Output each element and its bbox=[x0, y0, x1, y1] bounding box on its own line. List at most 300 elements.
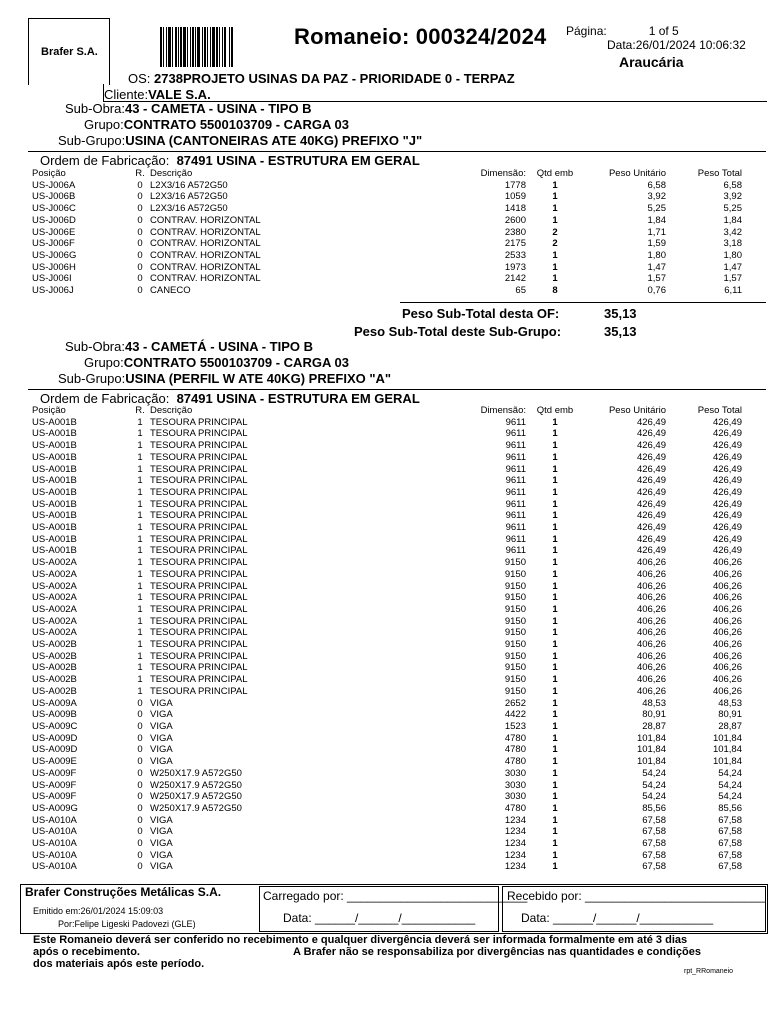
cell-peso-unit: 67,58 bbox=[642, 814, 666, 826]
table-row bbox=[32, 791, 742, 803]
cell-peso-unit: 406,26 bbox=[636, 674, 666, 686]
table-row bbox=[32, 639, 742, 651]
cell-descricao: CONTRAV. HORIZONTAL bbox=[150, 214, 261, 226]
cell-descricao: CONTRAV. HORIZONTAL bbox=[150, 273, 261, 285]
table-row bbox=[32, 534, 742, 546]
cell-r: 0 bbox=[137, 849, 143, 861]
cell-peso-total: 101,84 bbox=[712, 732, 742, 744]
cell-peso-total: 426,49 bbox=[712, 498, 742, 510]
footer-company: Brafer Construções Metálicas S.A. bbox=[25, 885, 222, 899]
table-row bbox=[32, 440, 742, 452]
cell-peso-total: 1,80 bbox=[723, 249, 742, 261]
cell-descricao: L2X3/16 A572G50 bbox=[150, 191, 228, 203]
cell-qtd: 1 bbox=[552, 203, 558, 215]
cell-qtd: 1 bbox=[552, 662, 558, 674]
cell-peso-total: 85,56 bbox=[718, 802, 742, 814]
cell-qtd: 1 bbox=[552, 428, 558, 440]
cell-qtd: 1 bbox=[552, 486, 558, 498]
cell-posicao: US-A002A bbox=[32, 603, 77, 615]
cell-r: 0 bbox=[137, 732, 143, 744]
cell-peso-total: 426,49 bbox=[712, 486, 742, 498]
cell-peso-total: 3,18 bbox=[723, 238, 742, 250]
cell-peso-unit: 85,56 bbox=[642, 802, 666, 814]
cell-r: 1 bbox=[137, 486, 143, 498]
cell-posicao: US-A001B bbox=[32, 428, 77, 440]
cell-descricao: TESOURA PRINCIPAL bbox=[150, 592, 248, 604]
cell-peso-unit: 426,49 bbox=[636, 510, 666, 522]
cell-posicao: US-J006F bbox=[32, 238, 75, 250]
cell-peso-unit: 406,26 bbox=[636, 557, 666, 569]
cell-posicao: US-J006A bbox=[32, 179, 76, 191]
disclaimer-text: dos materiais após este período. bbox=[33, 958, 205, 970]
table-row bbox=[32, 417, 742, 429]
cell-r: 0 bbox=[137, 226, 143, 238]
table-row bbox=[32, 815, 742, 827]
cell-posicao: US-A009D bbox=[32, 744, 78, 756]
cell-dimensao: 4780 bbox=[504, 756, 526, 768]
cell-descricao: CONTRAV. HORIZONTAL bbox=[150, 226, 261, 238]
cell-qtd: 1 bbox=[552, 463, 558, 475]
table-row bbox=[32, 698, 742, 710]
cell-descricao: TESOURA PRINCIPAL bbox=[150, 557, 248, 569]
cell-peso-unit: 406,26 bbox=[636, 592, 666, 604]
cell-descricao: TESOURA PRINCIPAL bbox=[150, 650, 248, 662]
cell-descricao: TESOURA PRINCIPAL bbox=[150, 486, 248, 498]
cell-posicao: US-J006H bbox=[32, 261, 76, 273]
cell-dimensao: 3030 bbox=[504, 767, 526, 779]
cell-peso-unit: 6,58 bbox=[647, 179, 666, 191]
cell-descricao: VIGA bbox=[150, 861, 173, 873]
cell-descricao: L2X3/16 A572G50 bbox=[150, 203, 228, 215]
subtotal-of-value: 35,13 bbox=[604, 306, 637, 321]
cell-peso-unit: 406,26 bbox=[636, 603, 666, 615]
cell-dimensao: 9150 bbox=[504, 580, 526, 592]
cell-peso-total: 406,26 bbox=[712, 592, 742, 604]
cell-r: 1 bbox=[137, 522, 143, 534]
cell-dimensao: 9150 bbox=[504, 592, 526, 604]
cell-descricao: TESOURA PRINCIPAL bbox=[150, 674, 248, 686]
company-name: Brafer S.A. bbox=[41, 46, 98, 58]
cell-peso-total: 28,87 bbox=[718, 720, 742, 732]
table-row bbox=[32, 592, 742, 604]
divider bbox=[400, 302, 766, 303]
cell-posicao: US-J006J bbox=[32, 285, 74, 297]
cell-r: 0 bbox=[137, 814, 143, 826]
table-row bbox=[32, 709, 742, 721]
cell-peso-total: 426,49 bbox=[712, 510, 742, 522]
client-line: Cliente:VALE S.A. bbox=[104, 87, 211, 102]
cell-dimensao: 9611 bbox=[505, 428, 526, 440]
items-table-1 bbox=[32, 168, 742, 297]
cell-r: 1 bbox=[137, 416, 143, 428]
cell-posicao: US-A001B bbox=[32, 510, 77, 522]
cell-qtd: 1 bbox=[552, 261, 558, 273]
cell-qtd: 1 bbox=[552, 709, 558, 721]
cell-peso-total: 80,91 bbox=[718, 709, 742, 721]
cell-dimensao: 9611 bbox=[505, 510, 526, 522]
cell-dimensao: 1234 bbox=[504, 826, 526, 838]
table-row bbox=[32, 756, 742, 768]
cell-r: 0 bbox=[137, 861, 143, 873]
sub-obra-2: Sub-Obra:43 - CAMETÁ - USINA - TIPO B bbox=[65, 339, 314, 354]
table-row bbox=[32, 581, 742, 593]
cell-descricao: L2X3/16 A572G50 bbox=[150, 179, 228, 191]
cell-peso-total: 406,26 bbox=[712, 674, 742, 686]
cell-qtd: 1 bbox=[552, 744, 558, 756]
cell-peso-total: 6,58 bbox=[723, 179, 742, 191]
cell-peso-unit: 426,49 bbox=[636, 533, 666, 545]
cell-posicao: US-A009C bbox=[32, 720, 78, 732]
cell-qtd: 1 bbox=[552, 838, 558, 850]
cell-qtd: 1 bbox=[552, 826, 558, 838]
cell-r: 1 bbox=[137, 592, 143, 604]
cell-dimensao: 4780 bbox=[504, 732, 526, 744]
cell-descricao: TESOURA PRINCIPAL bbox=[150, 545, 248, 557]
cell-peso-unit: 1,84 bbox=[647, 214, 666, 226]
cell-peso-unit: 1,57 bbox=[647, 273, 666, 285]
ordem-fabricacao-1: Ordem de Fabricação: 87491 USINA - ESTRUTURA EM GERAL bbox=[40, 153, 420, 168]
cell-posicao: US-A002A bbox=[32, 580, 77, 592]
cell-posicao: US-J006E bbox=[32, 226, 76, 238]
cell-descricao: TESOURA PRINCIPAL bbox=[150, 627, 248, 639]
cell-qtd: 1 bbox=[552, 416, 558, 428]
cell-peso-total: 406,26 bbox=[712, 639, 742, 651]
cell-posicao: US-A010A bbox=[32, 814, 77, 826]
table-row bbox=[32, 651, 742, 663]
table-row bbox=[32, 499, 742, 511]
cell-dimensao: 65 bbox=[515, 285, 526, 297]
cell-peso-unit: 0,76 bbox=[647, 285, 666, 297]
col-r: R. bbox=[135, 405, 145, 416]
cell-descricao: W250X17.9 A572G50 bbox=[150, 791, 242, 803]
cell-peso-total: 1,47 bbox=[723, 261, 742, 273]
cell-qtd: 2 bbox=[552, 238, 558, 250]
cell-posicao: US-A010A bbox=[32, 861, 77, 873]
cell-peso-unit: 54,24 bbox=[642, 779, 666, 791]
cell-descricao: TESOURA PRINCIPAL bbox=[150, 522, 248, 534]
cell-posicao: US-A009B bbox=[32, 709, 77, 721]
cell-peso-unit: 426,49 bbox=[636, 498, 666, 510]
cell-r: 0 bbox=[137, 767, 143, 779]
barcode-icon bbox=[160, 27, 276, 67]
cell-posicao: US-A002B bbox=[32, 650, 77, 662]
cell-descricao: VIGA bbox=[150, 826, 173, 838]
cell-qtd: 1 bbox=[552, 451, 558, 463]
table-row bbox=[32, 285, 742, 297]
cell-peso-total: 67,58 bbox=[718, 826, 742, 838]
cell-peso-unit: 426,49 bbox=[636, 486, 666, 498]
cell-descricao: TESOURA PRINCIPAL bbox=[150, 451, 248, 463]
cell-qtd: 1 bbox=[552, 557, 558, 569]
cell-qtd: 1 bbox=[552, 814, 558, 826]
cell-descricao: CANECO bbox=[150, 285, 191, 297]
cell-dimensao: 1234 bbox=[504, 861, 526, 873]
cell-peso-total: 67,58 bbox=[718, 849, 742, 861]
cell-dimensao: 1234 bbox=[504, 814, 526, 826]
sub-grupo-1: Sub-Grupo:USINA (CANTONEIRAS ATE 40KG) PREFIXO "J" bbox=[58, 133, 423, 148]
cell-qtd: 1 bbox=[552, 861, 558, 873]
cell-peso-unit: 5,25 bbox=[647, 203, 666, 215]
table-row bbox=[32, 273, 742, 285]
cell-r: 1 bbox=[137, 685, 143, 697]
cell-posicao: US-A001B bbox=[32, 533, 77, 545]
cell-dimensao: 9611 bbox=[505, 533, 526, 545]
cell-descricao: TESOURA PRINCIPAL bbox=[150, 475, 248, 487]
cell-r: 0 bbox=[137, 779, 143, 791]
cell-dimensao: 9611 bbox=[505, 486, 526, 498]
cell-descricao: VIGA bbox=[150, 709, 173, 721]
cell-descricao: TESOURA PRINCIPAL bbox=[150, 498, 248, 510]
cell-posicao: US-A009F bbox=[32, 791, 77, 803]
cell-posicao: US-A002A bbox=[32, 627, 77, 639]
cell-dimensao: 9611 bbox=[505, 498, 526, 510]
table-row bbox=[32, 510, 742, 522]
sub-grupo-2: Sub-Grupo:USINA (PERFIL W ATE 40KG) PREFIXO "A" bbox=[58, 371, 392, 386]
cell-dimensao: 2533 bbox=[504, 249, 526, 261]
cell-descricao: VIGA bbox=[150, 744, 173, 756]
grupo-2: Grupo:CONTRATO 5500103709 - CARGA 03 bbox=[84, 355, 349, 370]
cell-peso-total: 406,26 bbox=[712, 662, 742, 674]
cell-peso-total: 6,11 bbox=[724, 285, 742, 297]
cell-peso-total: 406,26 bbox=[712, 615, 742, 627]
table-row bbox=[32, 215, 742, 227]
cell-dimensao: 2175 bbox=[504, 238, 526, 250]
cell-posicao: US-A009F bbox=[32, 779, 77, 791]
table-row bbox=[32, 475, 742, 487]
cell-r: 1 bbox=[137, 533, 143, 545]
cell-posicao: US-J006B bbox=[32, 191, 76, 203]
cell-r: 1 bbox=[137, 545, 143, 557]
table-row bbox=[32, 522, 742, 534]
cell-peso-unit: 80,91 bbox=[642, 709, 666, 721]
cell-peso-total: 54,24 bbox=[718, 767, 742, 779]
cell-posicao: US-A001B bbox=[32, 522, 77, 534]
cell-peso-total: 406,26 bbox=[712, 685, 742, 697]
cell-posicao: US-A001B bbox=[32, 545, 77, 557]
page-title: Romaneio: 000324/2024 bbox=[294, 24, 547, 49]
cell-posicao: US-A009F bbox=[32, 767, 77, 779]
table-row bbox=[32, 826, 742, 838]
cell-peso-total: 426,49 bbox=[712, 475, 742, 487]
cell-descricao: TESOURA PRINCIPAL bbox=[150, 662, 248, 674]
cell-posicao: US-A010A bbox=[32, 838, 77, 850]
cell-dimensao: 2142 bbox=[504, 273, 526, 285]
cell-posicao: US-A009A bbox=[32, 697, 77, 709]
cell-peso-unit: 1,80 bbox=[647, 249, 666, 261]
cell-peso-unit: 426,49 bbox=[636, 451, 666, 463]
table-header bbox=[32, 405, 742, 417]
cell-descricao: TESOURA PRINCIPAL bbox=[150, 428, 248, 440]
cell-qtd: 1 bbox=[552, 533, 558, 545]
cell-peso-unit: 406,26 bbox=[636, 568, 666, 580]
table-row bbox=[32, 768, 742, 780]
cell-qtd: 1 bbox=[552, 580, 558, 592]
carregado-data-field: Data: ______/______/___________ bbox=[283, 911, 476, 925]
cell-r: 1 bbox=[137, 674, 143, 686]
cell-r: 1 bbox=[137, 615, 143, 627]
cell-peso-total: 1,57 bbox=[723, 273, 742, 285]
cell-peso-unit: 67,58 bbox=[642, 838, 666, 850]
cell-r: 0 bbox=[137, 802, 143, 814]
cell-qtd: 8 bbox=[552, 285, 558, 297]
cell-descricao: TESOURA PRINCIPAL bbox=[150, 568, 248, 580]
cell-posicao: US-A002B bbox=[32, 674, 77, 686]
cell-r: 1 bbox=[137, 440, 143, 452]
cell-qtd: 1 bbox=[552, 191, 558, 203]
cell-posicao: US-A002A bbox=[32, 568, 77, 580]
cell-posicao: US-J006C bbox=[32, 203, 76, 215]
table-row bbox=[32, 674, 742, 686]
table-row bbox=[32, 557, 742, 569]
items-table-2 bbox=[32, 405, 742, 873]
cell-peso-unit: 426,49 bbox=[636, 522, 666, 534]
table-row bbox=[32, 616, 742, 628]
date-time: Data:26/01/2024 10:06:32 bbox=[607, 38, 746, 52]
cell-peso-total: 406,26 bbox=[712, 650, 742, 662]
cell-dimensao: 1234 bbox=[504, 838, 526, 850]
table-row bbox=[32, 861, 742, 873]
cell-dimensao: 3030 bbox=[504, 791, 526, 803]
cell-qtd: 1 bbox=[552, 475, 558, 487]
col-peso-unit: Peso Unitário bbox=[608, 168, 666, 179]
cell-posicao: US-A002B bbox=[32, 662, 77, 674]
table-row bbox=[32, 850, 742, 862]
cell-qtd: 1 bbox=[552, 720, 558, 732]
cell-descricao: TESOURA PRINCIPAL bbox=[150, 580, 248, 592]
cell-r: 0 bbox=[137, 697, 143, 709]
cell-r: 0 bbox=[137, 249, 143, 261]
cell-peso-total: 54,24 bbox=[718, 779, 742, 791]
table-row bbox=[32, 262, 742, 274]
cell-peso-unit: 1,71 bbox=[647, 226, 666, 238]
table-row bbox=[32, 662, 742, 674]
cell-r: 1 bbox=[137, 662, 143, 674]
cell-posicao: US-J006D bbox=[32, 214, 76, 226]
table-row bbox=[32, 545, 742, 557]
cell-peso-total: 67,58 bbox=[718, 838, 742, 850]
cell-r: 1 bbox=[137, 627, 143, 639]
report-id: rpt_RRomaneio bbox=[684, 968, 734, 975]
cell-peso-unit: 406,26 bbox=[636, 639, 666, 651]
recebido-por-field: Recebido por: ___________________________ bbox=[507, 889, 766, 903]
cell-peso-unit: 426,49 bbox=[636, 463, 666, 475]
table-row bbox=[32, 604, 742, 616]
cell-dimensao: 9150 bbox=[504, 650, 526, 662]
cell-peso-total: 426,49 bbox=[712, 545, 742, 557]
cell-r: 0 bbox=[137, 273, 143, 285]
cell-dimensao: 9150 bbox=[504, 639, 526, 651]
cell-dimensao: 9611 bbox=[505, 416, 526, 428]
cell-posicao: US-A009D bbox=[32, 732, 78, 744]
col-peso-unit: Peso Unitário bbox=[608, 405, 666, 416]
cell-qtd: 1 bbox=[552, 849, 558, 861]
cell-peso-total: 67,58 bbox=[718, 814, 742, 826]
cell-qtd: 1 bbox=[552, 498, 558, 510]
table-row bbox=[32, 203, 742, 215]
cell-peso-unit: 101,84 bbox=[636, 744, 666, 756]
cell-qtd: 1 bbox=[552, 697, 558, 709]
cell-qtd: 1 bbox=[552, 779, 558, 791]
col-descricao: Descrição bbox=[150, 405, 193, 416]
col-dimensao: Dimensão: bbox=[480, 168, 526, 179]
table-row bbox=[32, 744, 742, 756]
cell-descricao: VIGA bbox=[150, 697, 173, 709]
cell-qtd: 1 bbox=[552, 522, 558, 534]
cell-qtd: 2 bbox=[552, 226, 558, 238]
cell-dimensao: 1059 bbox=[504, 191, 526, 203]
cell-descricao: TESOURA PRINCIPAL bbox=[150, 510, 248, 522]
cell-dimensao: 1778 bbox=[504, 179, 526, 191]
cell-dimensao: 9611 bbox=[505, 440, 526, 452]
table-row bbox=[32, 780, 742, 792]
table-row bbox=[32, 487, 742, 499]
cell-descricao: CONTRAV. HORIZONTAL bbox=[150, 249, 261, 261]
cell-dimensao: 1973 bbox=[504, 261, 526, 273]
col-qtd: Qtd emb bbox=[536, 405, 574, 416]
table-row bbox=[32, 191, 742, 203]
cell-dimensao: 2652 bbox=[504, 697, 526, 709]
cell-r: 1 bbox=[137, 475, 143, 487]
cell-r: 1 bbox=[137, 650, 143, 662]
cell-r: 0 bbox=[137, 720, 143, 732]
cell-posicao: US-J006I bbox=[32, 273, 72, 285]
col-descricao: Descrição bbox=[150, 168, 193, 179]
cell-peso-total: 3,42 bbox=[723, 226, 742, 238]
cell-r: 0 bbox=[137, 203, 143, 215]
cell-peso-unit: 406,26 bbox=[636, 627, 666, 639]
cell-peso-total: 426,49 bbox=[712, 463, 742, 475]
cell-dimensao: 9150 bbox=[504, 627, 526, 639]
cell-r: 0 bbox=[137, 709, 143, 721]
cell-qtd: 1 bbox=[552, 273, 558, 285]
cell-peso-unit: 3,92 bbox=[647, 191, 666, 203]
cell-r: 0 bbox=[137, 261, 143, 273]
cell-qtd: 1 bbox=[552, 650, 558, 662]
emitido-em: Emitido em:26/01/2024 15:09:03 bbox=[33, 906, 164, 916]
cell-dimensao: 2380 bbox=[504, 226, 526, 238]
cell-dimensao: 9611 bbox=[505, 451, 526, 463]
cell-dimensao: 1418 bbox=[504, 203, 526, 215]
table-row bbox=[32, 464, 742, 476]
subtotal-of-label: Peso Sub-Total desta OF: bbox=[402, 306, 560, 321]
cell-peso-total: 406,26 bbox=[712, 557, 742, 569]
cell-qtd: 1 bbox=[552, 568, 558, 580]
cell-dimensao: 3030 bbox=[504, 779, 526, 791]
cell-r: 1 bbox=[137, 510, 143, 522]
col-peso-total: Peso Total bbox=[697, 405, 742, 416]
cell-dimensao: 9611 bbox=[505, 463, 526, 475]
cell-peso-total: 406,26 bbox=[712, 568, 742, 580]
cell-posicao: US-J006G bbox=[32, 249, 77, 261]
cell-descricao: W250X17.9 A572G50 bbox=[150, 767, 242, 779]
cell-dimensao: 9150 bbox=[504, 674, 526, 686]
subtotal-grupo-value: 35,13 bbox=[604, 324, 637, 339]
cell-dimensao: 9150 bbox=[504, 662, 526, 674]
col-qtd: Qtd emb bbox=[536, 168, 574, 179]
cell-peso-unit: 1,47 bbox=[647, 261, 666, 273]
cell-descricao: VIGA bbox=[150, 849, 173, 861]
cell-r: 0 bbox=[137, 238, 143, 250]
cell-descricao: CONTRAV. HORIZONTAL bbox=[150, 261, 261, 273]
cell-qtd: 1 bbox=[552, 756, 558, 768]
cell-descricao: VIGA bbox=[150, 814, 173, 826]
cell-peso-unit: 67,58 bbox=[642, 849, 666, 861]
cell-r: 1 bbox=[137, 498, 143, 510]
cell-r: 0 bbox=[137, 744, 143, 756]
cell-qtd: 1 bbox=[552, 545, 558, 557]
table-row bbox=[32, 180, 742, 192]
cell-r: 1 bbox=[137, 557, 143, 569]
